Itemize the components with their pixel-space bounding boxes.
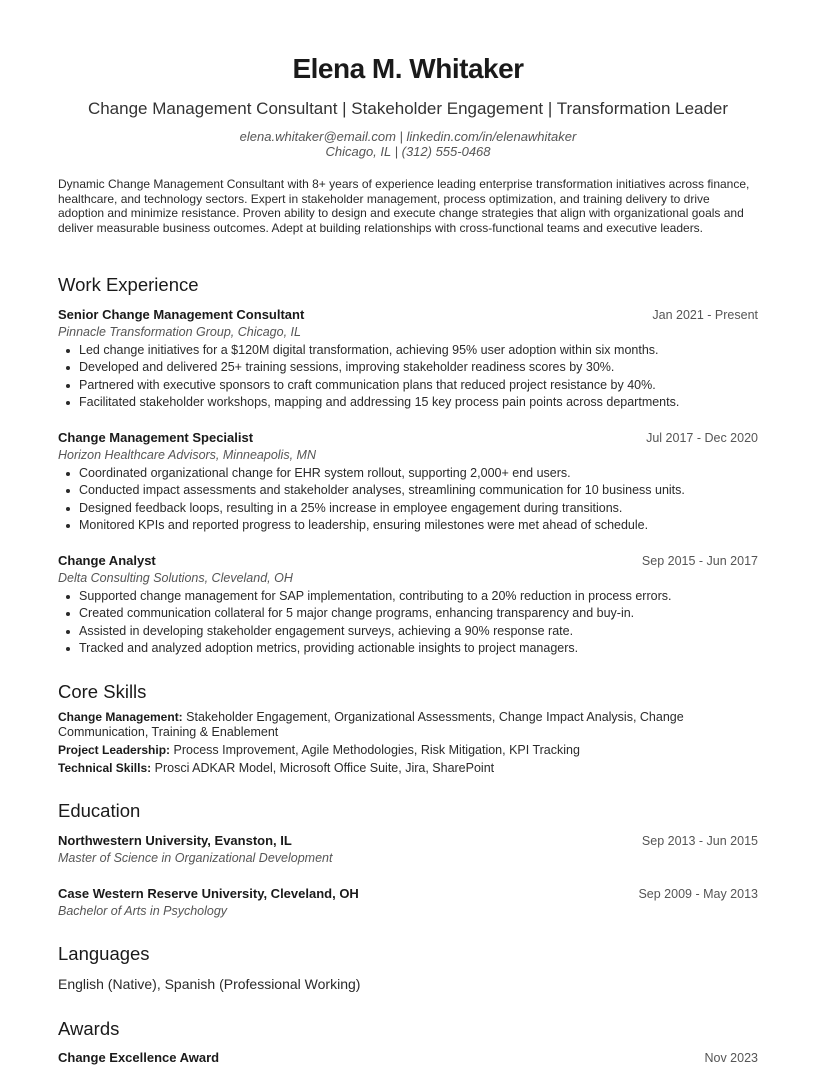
job-bullets	[58, 588, 758, 657]
degree: Master of Science in Organizational Development	[58, 851, 333, 865]
skill-value: Prosci ADKAR Model, Microsoft Office Suite, Jira, SharePoint	[154, 761, 495, 775]
section-title-work-experience: Work Experience	[58, 274, 199, 295]
list-item: Supported change management for SAP implementation, contributing to a 20% reduction in process errors.	[58, 588, 758, 605]
job-title: Senior Change Management Consultant	[58, 307, 305, 322]
job-bullets	[58, 342, 758, 411]
list-item: Created communication collateral for 5 major change programs, enhancing transparency and buy-in.	[58, 605, 758, 622]
list-item: Facilitated stakeholder workshops, mapping and addressing 15 key process pain points across departments.	[58, 394, 758, 411]
school-name: Northwestern University, Evanston, IL	[58, 833, 292, 848]
award-date: Nov 2023	[704, 1051, 758, 1065]
languages-list: English (Native), Spanish (Professional Working)	[58, 976, 361, 992]
job-title: Change Analyst	[58, 553, 156, 568]
job-dates: Sep 2015 - Jun 2017	[641, 554, 758, 568]
contact-email-linkedin: elena.whitaker@email.com | linkedin.com/in/elenawhitaker	[239, 129, 577, 144]
skill-label: Change Management:	[58, 710, 183, 724]
list-item: Led change initiatives for a $120M digital transformation, achieving 95% user adoption within six months.	[58, 342, 758, 359]
skill-label: Technical Skills:	[58, 761, 152, 775]
skill-line-project-leadership	[58, 743, 758, 758]
list-item: Tracked and analyzed adoption metrics, providing actionable insights to project managers.	[58, 640, 758, 657]
school-name: Case Western Reserve University, Cleveland, OH	[58, 886, 359, 901]
job-company: Delta Consulting Solutions, Cleveland, OH	[58, 571, 293, 585]
list-item: Conducted impact assessments and stakeholder analyses, streamlining communication for 10 business units.	[58, 482, 758, 499]
degree: Bachelor of Arts in Psychology	[58, 904, 228, 918]
professional-summary: Dynamic Change Management Consultant with 8+ years of experience leading enterprise transformation initiatives across finance, healthcare, and technology sectors. Expert in stakeholder management, process optimization, and training delivery to drive adoption and minimize resistance. Proven ability to design and execute change strategies that align with organizational goals and deliver measurable business outcomes. Adept at building relationships with cross-functional teams and executive leaders.	[58, 177, 750, 235]
skill-value: Process Improvement, Agile Methodologies, Risk Mitigation, KPI Tracking	[173, 743, 580, 757]
school-dates: Sep 2009 - May 2013	[638, 887, 758, 901]
contact-location-phone: Chicago, IL | (312) 555-0468	[325, 144, 491, 159]
list-item: Developed and delivered 25+ training sessions, improving stakeholder readiness scores by 30%.	[58, 359, 758, 376]
list-item: Partnered with executive sponsors to craft communication plans that reduced project resistance by 40%.	[58, 377, 758, 394]
section-title-awards: Awards	[58, 1018, 120, 1039]
skill-line-technical-skills	[58, 761, 758, 776]
list-item: Monitored KPIs and reported progress to leadership, ensuring milestones were met ahead of schedule.	[58, 517, 758, 534]
skill-line-change-management	[58, 710, 758, 739]
list-item: Assisted in developing stakeholder engagement surveys, achieving a 90% response rate.	[58, 623, 758, 640]
section-title-languages: Languages	[58, 943, 150, 964]
section-title-education: Education	[58, 800, 141, 821]
headline: Change Management Consultant | Stakeholder Engagement | Transformation Leader	[87, 99, 729, 118]
section-title-core-skills: Core Skills	[58, 681, 147, 702]
skill-label: Project Leadership:	[58, 743, 171, 757]
job-bullets	[58, 465, 758, 534]
job-company: Pinnacle Transformation Group, Chicago, IL	[58, 325, 301, 339]
award-title: Change Excellence Award	[58, 1050, 220, 1065]
list-item: Designed feedback loops, resulting in a 25% increase in employee engagement during transitions.	[58, 500, 758, 517]
job-dates: Jul 2017 - Dec 2020	[646, 431, 758, 445]
job-title: Change Management Specialist	[58, 430, 254, 445]
list-item: Coordinated organizational change for EHR system rollout, supporting 2,000+ end users.	[58, 465, 758, 482]
school-dates: Sep 2013 - Jun 2015	[641, 834, 758, 848]
job-dates: Jan 2021 - Present	[652, 308, 758, 322]
job-company: Horizon Healthcare Advisors, Minneapolis, MN	[58, 448, 316, 462]
skill-value: Stakeholder Engagement, Organizational Assessments, Change Impact Analysis, Change Communication, Training & Enablement	[58, 710, 684, 739]
candidate-name: Elena M. Whitaker	[292, 53, 524, 84]
